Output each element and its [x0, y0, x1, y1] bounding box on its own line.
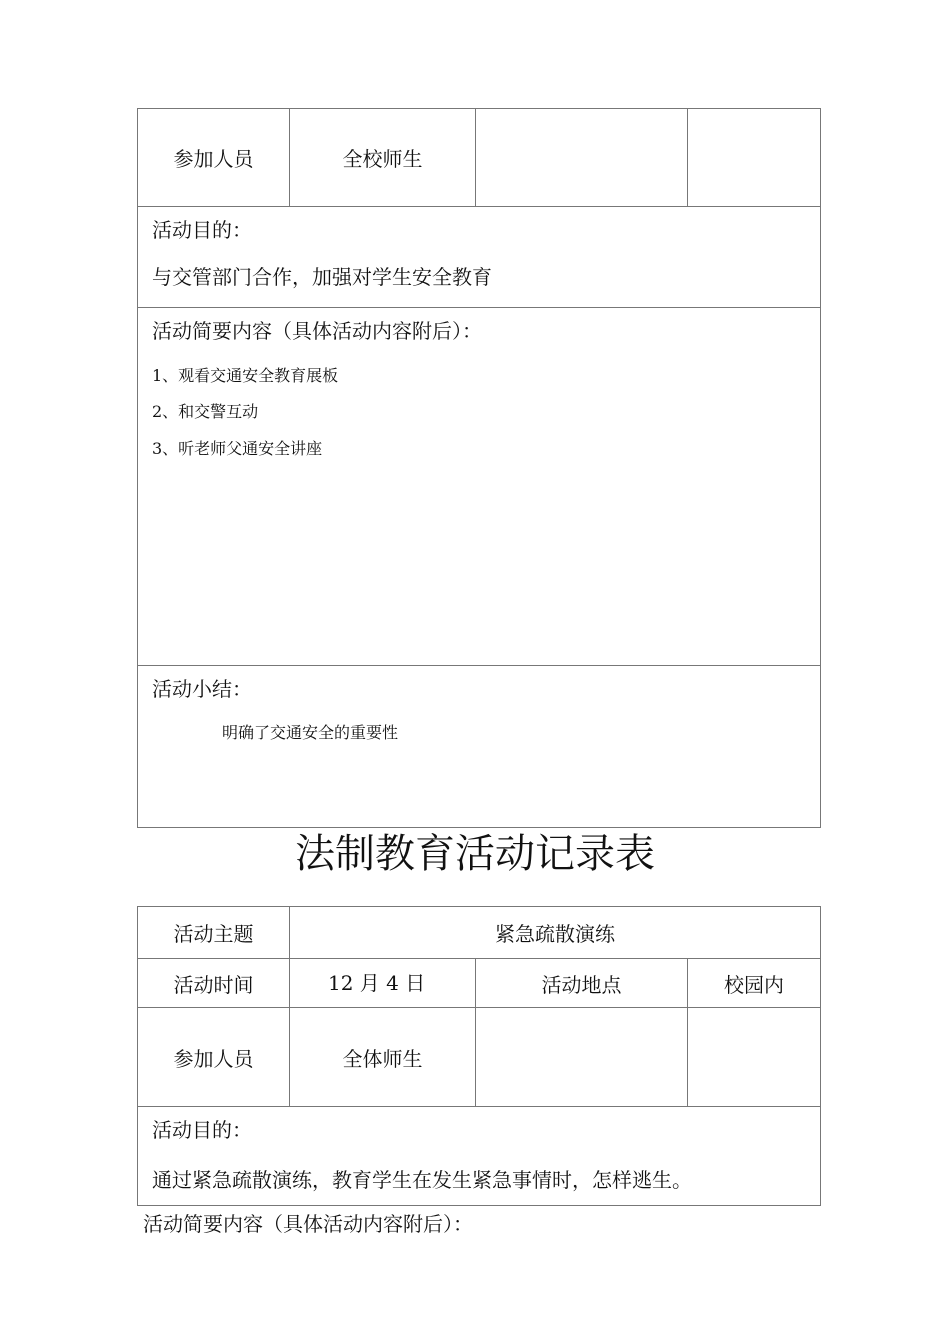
place-value: 校园内: [724, 972, 784, 997]
empty-cell: [476, 109, 688, 206]
participants-value: 全体师生: [290, 1008, 476, 1106]
summary-section: [138, 666, 820, 827]
participants-label: 参加人员: [138, 1008, 290, 1106]
theme-row: [138, 907, 820, 959]
participants-row: [138, 109, 820, 207]
purpose-section: [138, 1107, 820, 1205]
content-label: 活动简要内容（具体活动内容附后）：: [152, 319, 482, 343]
theme-value: 紧急疏散演练: [495, 922, 615, 946]
participants-value: 全校师生: [290, 109, 476, 206]
activity-table-1: [137, 108, 821, 828]
purpose-label: 活动目的：: [152, 1118, 252, 1142]
purpose-section: [138, 207, 820, 308]
theme-label: 活动主题: [138, 907, 290, 958]
content-section: [138, 308, 820, 666]
purpose-text: 通过紧急疏散演练，教育学生在发生紧急事情时，怎样逃生。: [152, 1168, 692, 1192]
empty-cell: [688, 109, 820, 206]
content-item: 1、观看交通安全教育展板: [152, 366, 339, 385]
empty-cell: [688, 1008, 820, 1106]
time-label: 活动时间: [138, 959, 290, 1007]
activity-table-2: [137, 906, 821, 1206]
time-place-row: [138, 959, 820, 1008]
participants-row: [138, 1008, 820, 1107]
place-label: 活动地点: [476, 959, 688, 1007]
summary-text: 明确了交通安全的重要性: [222, 723, 399, 742]
time-value: 12 月 4 日: [290, 959, 476, 1007]
empty-cell: [476, 1008, 688, 1106]
content-item: 3、听老师父通安全讲座: [152, 439, 323, 458]
purpose-label: 活动目的：: [152, 218, 252, 242]
participants-label: 参加人员: [138, 109, 290, 206]
content-item: 2、和交警互动: [152, 402, 259, 421]
purpose-text: 与交管部门合作，加强对学生安全教育: [152, 265, 492, 289]
content-label: 活动简要内容（具体活动内容附后）：: [143, 1212, 473, 1236]
summary-label: 活动小结：: [152, 677, 252, 701]
page-title: 法制教育活动记录表: [295, 831, 655, 877]
